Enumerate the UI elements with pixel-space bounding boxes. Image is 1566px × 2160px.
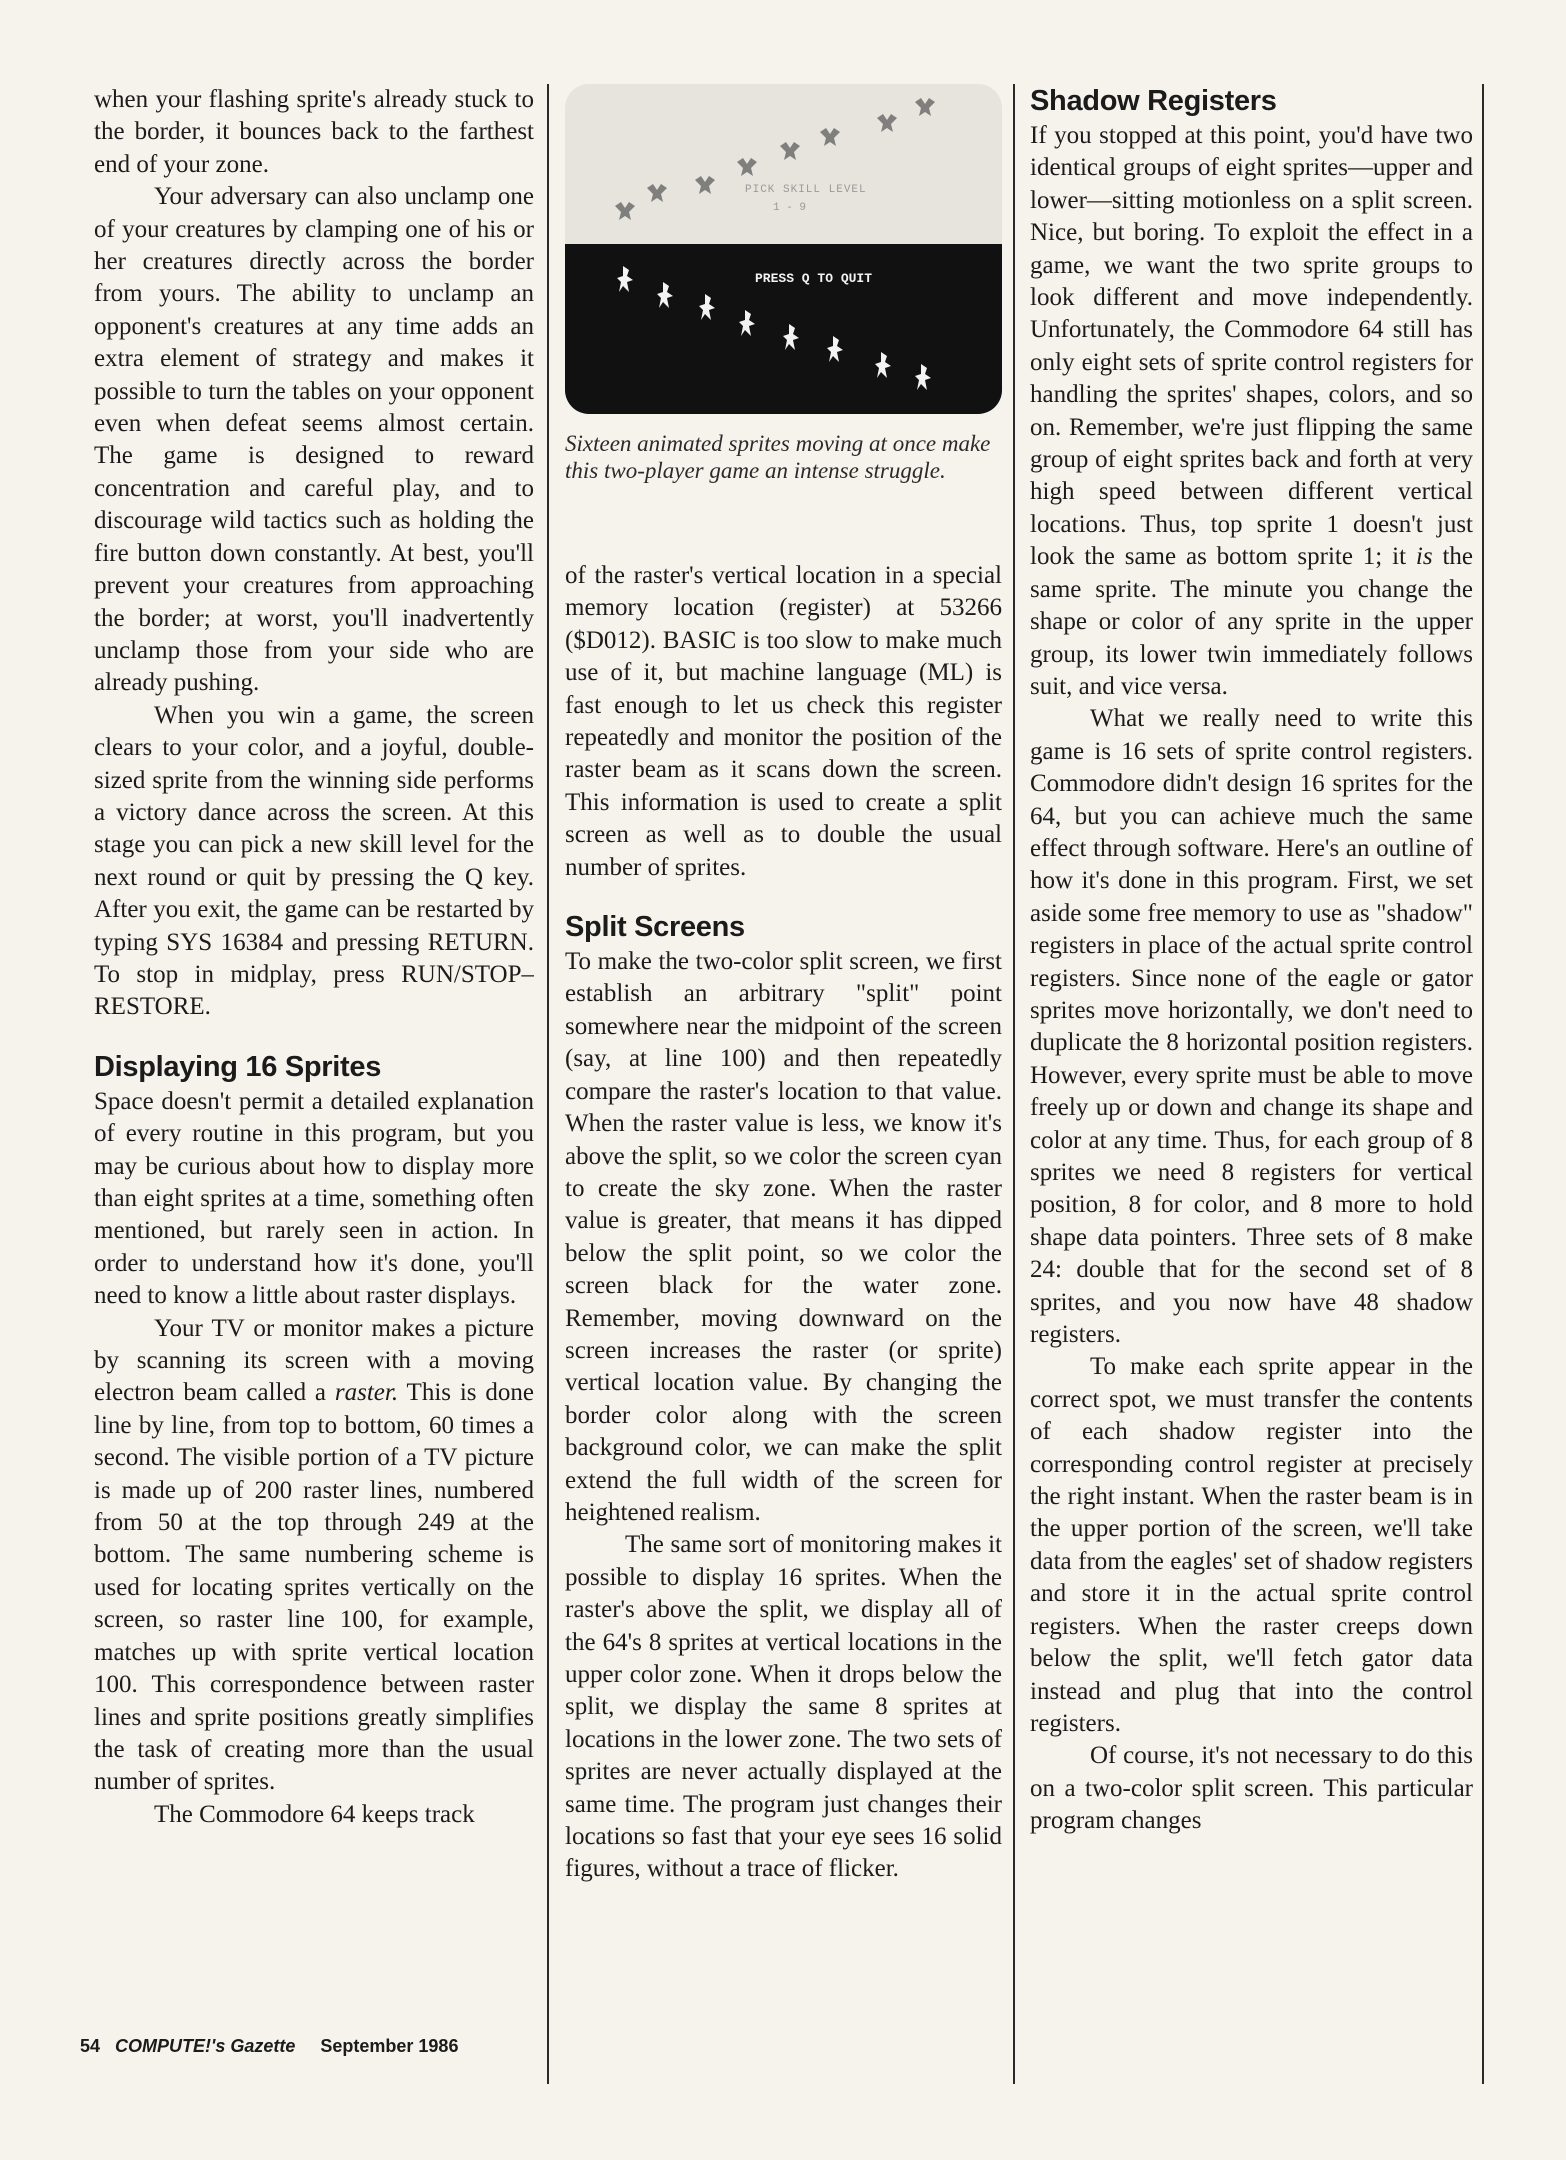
column-3 <box>1030 84 1473 2084</box>
paragraph: when your flashing sprite's already stuck to the border, it bounces back to the farthest end of your zone. <box>94 86 534 178</box>
raster-term: raster. <box>334 1379 399 1407</box>
paragraph: If you stopped at this point, you'd have two identical groups of eight sprites—upper and lower—sitting motionless on a split screen. Nice, but boring. To exploit the effect in a game, we want the two sprite groups to look different and move independently. Unfortunately, the Commodore 64 still has only eight sets of sprite control registers for handling the sprites' shapes, colors, and so on. Remember, we're just flipping the same group of eight sprites back and forth at very high speed between different vertical locations. Thus, top sprite 1 doesn't just look the same as bottom sprite 1; it is the same sprite. The minute you change the shape or color of any sprite in the upper group, its lower twin immediately follows suit, and vice versa. <box>1030 122 1473 700</box>
skill-level-text: PICK SKILL LEVEL <box>745 184 867 196</box>
column-1 <box>94 84 534 2084</box>
issue-date: September 1986 <box>320 2036 459 2056</box>
section-heading: Split Screens <box>565 911 745 944</box>
paragraph: The Commodore 64 keeps track <box>154 1800 475 1828</box>
paragraph: To make each sprite appear in the correct spot, we must transfer the contents of each shadow register into the corresponding control register at precisely the right instant. When the raster beam is in the upper portion of the screen, we'll take data from the eagles' set of shadow registers and store it in the actual sprite control registers. When the raster creeps down below the split, we'll fetch gator data instead and plug that into the control registers. <box>1030 1353 1473 1737</box>
column-2 <box>565 560 1002 2084</box>
paragraph: Space doesn't permit a detailed explanation of every routine in this program, but you may be curious about how to display more than eight sprites at a time, something often mentioned, but rarely seen in action. In order to understand how it's done, you'll need to know a little about raster displays. <box>94 1087 534 1310</box>
paragraph: of the raster's vertical location in a special memory location (register) at 53266 ($D012). BASIC is too slow to make much use of it, but machine language (ML) is fast enough to let us check this register repeatedly and monitor the position of the raster beam as it scans down the screen. This information is used to create a split screen as well as to double the usual number of sprites. <box>565 562 1002 881</box>
paragraph: The same sort of monitoring makes it possible to display 16 sprites. When the raster's above the split, we display all of the 64's 8 sprites at vertical locations in the upper color zone. When it drops below the split, we display the same 8 sprites at locations in the lower zone. The two sets of sprites are never actually displayed at the same time. The program just changes their locations so fast that your eye sees 16 solid figures, without a trace of flicker. <box>565 1531 1002 1883</box>
emphasis-is: is <box>1415 543 1433 571</box>
section-heading: Displaying 16 Sprites <box>94 1050 382 1083</box>
publication-name: COMPUTE!'s Gazette <box>115 2036 296 2056</box>
section-heading: Shadow Registers <box>1030 85 1277 117</box>
paragraph: When you win a game, the screen clears to your color, and a joyful, double-sized sprite from the winning side performs a victory dance across the screen. At this stage you can pick a new skill level for the next round or quit by pressing the Q key. After you exit, the game can be restarted by typing SYS 16384 and pressing RETURN. To stop in midplay, press RUN/STOP–RESTORE. <box>94 701 534 1021</box>
paragraph: Your TV or monitor makes a picture by scanning its screen with a moving electron beam called a raster. This is done line by line, from top to bottom, 60 times a second. The visible portion of a TV picture is made up of 200 raster lines, numbered from 50 at the top through 249 at the bottom. The same numbering scheme is used for locating sprites vertically on the screen, so raster line 100, for example, matches up with sprite vertical location 100. This correspondence between raster lines and sprite positions greatly simplifies the task of creating more than the usual number of sprites. <box>94 1314 534 1796</box>
quit-prompt-text: PRESS Q TO QUIT <box>755 271 873 286</box>
page-footer <box>80 2036 458 2057</box>
skill-range-text: 1 - 9 <box>773 202 807 214</box>
column-rule-right <box>1482 84 1484 2084</box>
column-rule-middle <box>1013 84 1015 2084</box>
page-number: 54 <box>80 2036 101 2056</box>
paragraph: To make the two-color split screen, we first establish an arbitrary "split" point somewhere near the midpoint of the screen (say, at line 100) and then repeatedly compare the raster's location to that value. When the raster value is less, we know it's above the split, so we color the screen cyan to create the sky zone. When the raster value is greater, that means it has dipped below the split point, so we color the screen black for the water zone. Remember, moving downward on the screen increases the raster (or sprite) vertical location value. By changing the border color along with the screen background color, we can make the split extend the full width of the screen for heightened realism. <box>565 948 1002 1526</box>
game-screenshot <box>565 84 1002 414</box>
figure-caption: Sixteen animated sprites moving at once make this two-player game an intense struggle. <box>565 431 991 483</box>
paragraph: Of course, it's not necessary to do this on a two-color split screen. This particular program changes <box>1030 1742 1473 1835</box>
column-rule-left <box>547 84 549 2084</box>
paragraph: What we really need to write this game is 16 sets of sprite control registers. Commodore didn't design 16 sprites for the 64, but you can achieve much the same effect through software. Here's an outline of how it's done in this program. First, we set aside some free memory to use as "shadow" registers in place of the actual sprite control registers. Since none of the eagle or gator sprites move horizontally, we don't need to duplicate the 8 horizontal position registers. However, every sprite must be able to move freely up or down and change its shape and color at any time. Thus, for each group of 8 sprites we need 8 registers for vertical position, 8 for color, and 8 more to hold shape data pointers. Three sets of 8 make 24: double that for the second set of 8 sprites, and you now have 48 shadow registers. <box>1030 705 1473 1349</box>
paragraph: Your adversary can also unclamp one of your creatures by clamping one of his or her creatures directly across the border from yours. The ability to unclamp an opponent's creatures at any time adds an extra element of strategy and makes it possible to turn the tables on your opponent even when defeat seems almost certain. The game is designed to reward concentration and careful play, and to discourage wild tactics such as holding the fire button down constantly. At best, you'll prevent your creatures from approaching the border; at worst, you'll inadvertently unclamp those from your side who are already pushing. <box>94 183 534 697</box>
